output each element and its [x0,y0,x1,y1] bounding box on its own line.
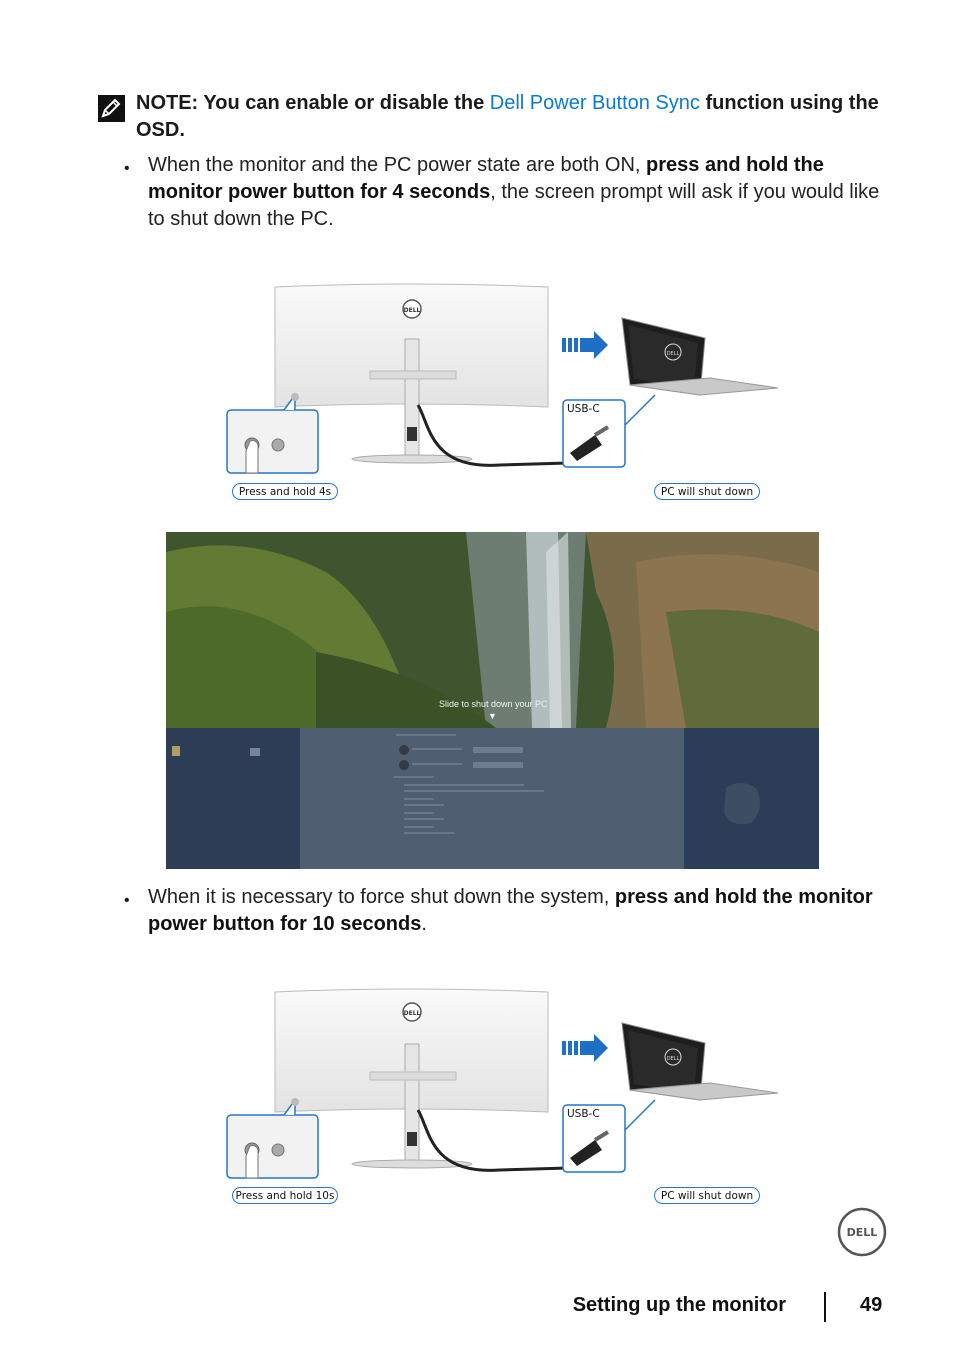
slide-prompt-text: Slide to shut down your PC [439,699,548,709]
figure-press-hold-10s [200,960,790,1210]
note-pencil-icon [98,95,125,122]
usb-c-label: USB-C [567,403,600,415]
note-text [136,90,896,144]
bullet-marker: • [124,892,130,909]
dimmed-settings-panel [166,728,819,869]
footer-divider [824,1292,826,1322]
pc-shutdown-callout: PC will shut down [654,1187,760,1204]
note-suffix: function using the OSD. [136,92,879,141]
bullet2-paragraph: When it is necessary to force shut down the system, press and hold the monitor power button for 10 seconds. [148,886,873,935]
usb-c-label: USB-C [567,1108,600,1120]
bullet1-paragraph: When the monitor and the PC power state are both ON, press and hold the monitor power button for 4 seconds, the screen prompt will ask if you would like to shut down the PC. [148,154,880,230]
footer-section-title: Setting up the monitor [572,1294,786,1316]
svg-text:DELL: DELL [666,351,680,357]
press-hold-callout: Press and hold 10s [232,1187,338,1204]
dell-power-button-sync-link[interactable]: Dell Power Button Sync [489,92,700,114]
slide-down-arrow-icon[interactable]: ▼ [488,711,497,721]
note-prefix: NOTE: You can enable or disable the [136,92,485,114]
dimmed-settings-graphic [166,728,819,869]
monitor-laptop-diagram [200,960,790,1210]
svg-text:DELL: DELL [403,1010,421,1017]
monitor-laptop-diagram [200,255,790,505]
svg-text:DELL: DELL [403,307,421,314]
svg-text:DELL: DELL [666,1056,680,1062]
dell-logo-text: DELL [846,1226,878,1239]
slide-to-shutdown-screenshot [166,532,819,869]
pc-shutdown-callout: PC will shut down [654,483,760,500]
dell-logo-icon [836,1206,888,1258]
figure-press-hold-4s [200,255,790,505]
page-number: 49 [860,1294,883,1316]
bullet-marker: • [124,160,130,177]
press-hold-callout: Press and hold 4s [232,483,338,500]
